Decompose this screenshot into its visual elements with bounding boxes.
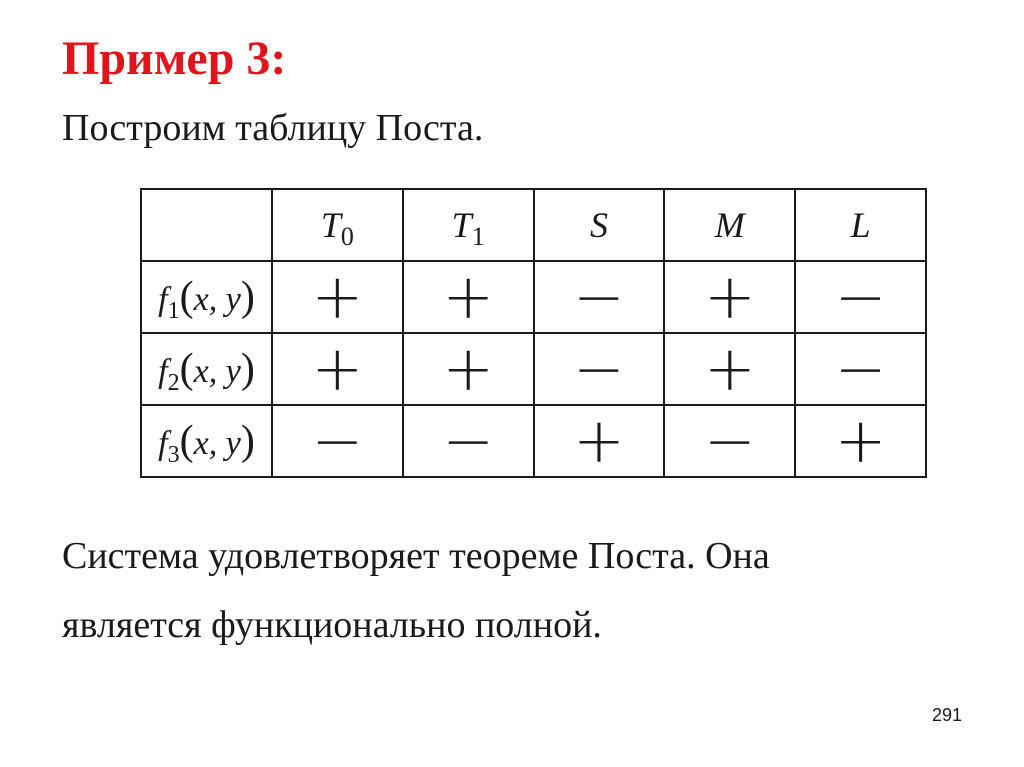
value-cell: + [664, 261, 795, 333]
page-number: 291 [932, 705, 963, 725]
function-label-f2: $f_2(x$, y) [141, 333, 272, 405]
value-cell: + [403, 261, 534, 333]
value-cell: + [795, 405, 926, 477]
function-label-f3: $f_3(x$, y) [141, 405, 272, 477]
value-cell: − [795, 261, 926, 333]
value-cell: − [272, 405, 403, 477]
table-row [141, 333, 926, 405]
post-table [140, 188, 927, 478]
value-cell: − [795, 333, 926, 405]
conclusion-line-2: является функционально полной. [62, 604, 602, 646]
header-cell-s: S [534, 189, 665, 261]
slide-subtitle: Построим таблицу Поста. [62, 107, 484, 149]
header-cell-t1: $T_1$ [403, 189, 534, 261]
table-row [141, 405, 926, 477]
value-cell: + [534, 405, 665, 477]
conclusion-text [62, 522, 962, 660]
value-cell: + [272, 333, 403, 405]
slide-title: Пример 3: [62, 32, 287, 85]
conclusion-line-1: Система удовлетворяет теореме Поста. Она [62, 535, 770, 577]
function-label-f1: $f_1(x$, y) [141, 261, 272, 333]
value-cell: − [534, 261, 665, 333]
value-cell: − [534, 333, 665, 405]
value-cell: − [664, 405, 795, 477]
value-cell: + [403, 333, 534, 405]
value-cell: + [664, 333, 795, 405]
corner-cell [141, 189, 272, 261]
header-cell-l: L [795, 189, 926, 261]
value-cell: − [403, 405, 534, 477]
table-row [141, 261, 926, 333]
header-cell-m: M [664, 189, 795, 261]
header-cell-t0: $T_0$ [272, 189, 403, 261]
table-header-row [141, 189, 926, 261]
value-cell: + [272, 261, 403, 333]
